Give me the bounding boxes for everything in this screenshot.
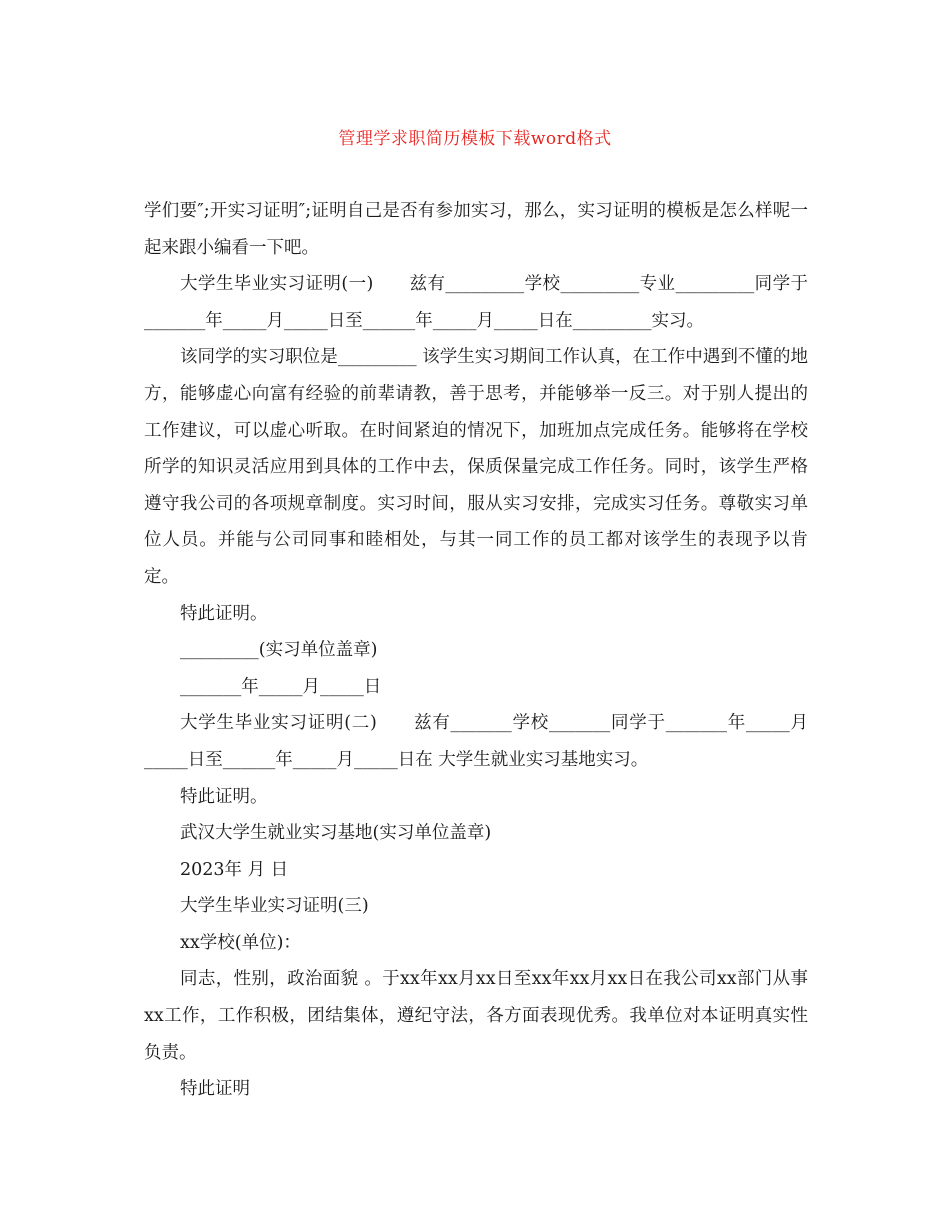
paragraph-intro: 学们要″;开实习证明″;证明自己是否有参加实习，那么，实习证明的模板是怎么样呢一起来跟小编看一下吧。 (144, 201, 808, 258)
paragraph-cert-one: 大学生毕业实习证明(一) 兹有_________学校_________专业_________同学于_______年_____月_____日至______年_____月_____日在_________实习。 (144, 274, 808, 331)
paragraph-cert-three-body: 同志，性别，政治面貌 。于xx年xx月xx日至xx年xx月xx日在我公司xx部门从事xx工作，工作积极，团结集体，遵纪守法，各方面表现优秀。我单位对本证明真实性负责。 (144, 969, 808, 1063)
paragraph-hereby-certify-2: 特此证明。 (180, 786, 268, 807)
paragraph-hereby-certify-1: 特此证明。 (180, 603, 268, 624)
paragraph-hereby-certify-3: 特此证明 (180, 1079, 250, 1100)
paragraph-year-date: 2023年 月 日 (180, 859, 289, 880)
document-body (144, 193, 808, 1108)
paragraph-wuhan-base: 武汉大学生就业实习基地(实习单位盖章) (180, 823, 492, 844)
paragraph-cert-two: 大学生毕业实习证明(二) 兹有_______学校_______同学于_______年_____月_____日至______年_____月_____日在 大学生就业实习基地实习。 (144, 713, 808, 770)
paragraph-cert-one-body: 该同学的实习职位是_________ 该学生实习期间工作认真，在工作中遇到不懂的地方，能够虚心向富有经验的前辈请教，善于思考，并能够举一反三。对于别人提出的工作建议，可以虚心听取。在时间紧迫的情况下，加班加点完成任务。能够将在学校所学的知识灵活应用到具体的工作中去，保质保量完成工作任务。同时，该学生严格遵守我公司的各项规章制度。实习时间，服从实习安排，完成实习任务。尊敬实习单位人员。并能与公司同事和睦相处，与其一同工作的员工都对该学生的表现予以肯定。 (144, 347, 808, 587)
paragraph-date-line: _______年_____月_____日 (180, 676, 382, 697)
paragraph-school-unit: xx学校(单位)： (180, 932, 301, 953)
document-title: 管理学求职简历模板下载word格式 (338, 129, 612, 149)
paragraph-cert-three-heading: 大学生毕业实习证明(三) (180, 896, 369, 917)
paragraph-seal-line: _________(实习单位盖章) (180, 640, 378, 661)
